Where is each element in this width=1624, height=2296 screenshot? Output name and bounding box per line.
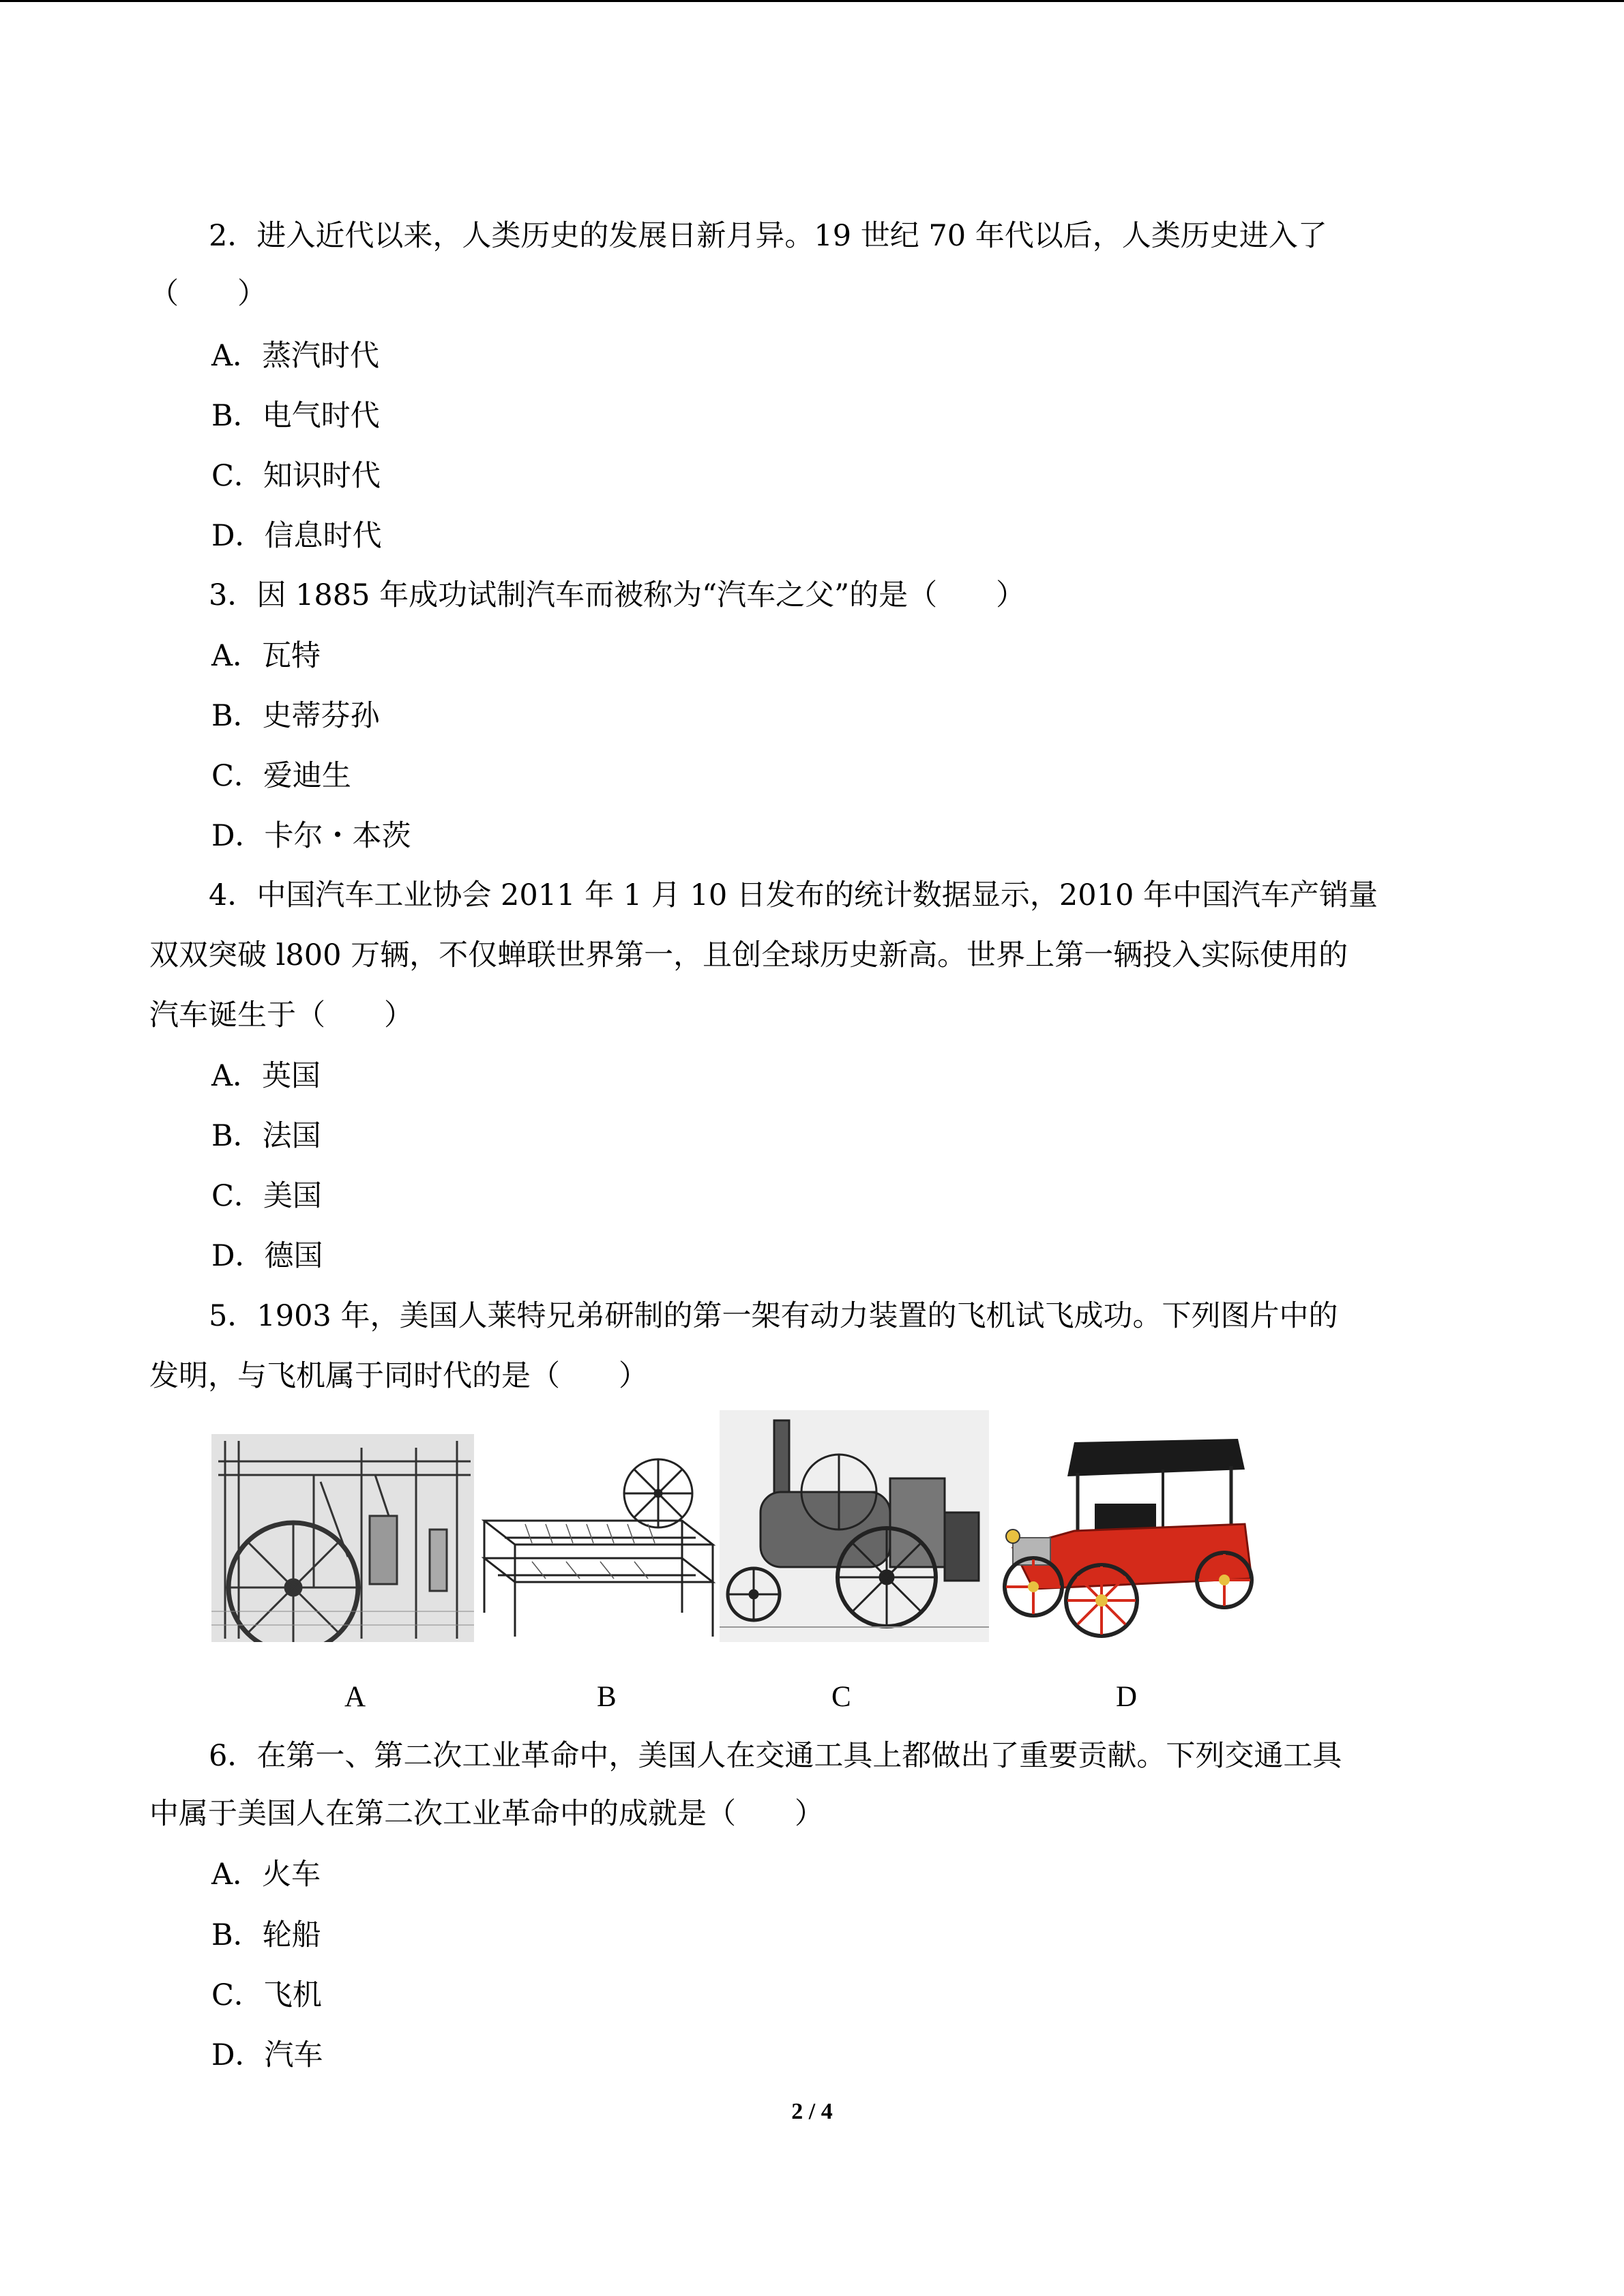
question-2-option-d[interactable]: D．信息时代 xyxy=(211,519,382,553)
question-4-stem-line-3: 汽车诞生于（ ） xyxy=(149,998,413,1032)
question-6-option-b[interactable]: B．轮船 xyxy=(211,1918,321,1952)
top-border-rule xyxy=(0,0,1624,2)
question-5-stem-line-2: 发明，与飞机属于同时代的是（ ） xyxy=(149,1359,648,1393)
question-6-stem-line-1: 6．在第一、第二次工业革命中，美国人在交通工具上都做出了重要贡献。下列交通工具 xyxy=(209,1739,1342,1773)
question-6-option-d[interactable]: D．汽车 xyxy=(211,2038,323,2072)
question-4-option-c[interactable]: C．美国 xyxy=(211,1179,322,1213)
figure-d-vintage-car[interactable] xyxy=(992,1429,1262,1643)
figure-label-b: B xyxy=(597,1681,617,1713)
question-3-option-b[interactable]: B．史蒂芬孙 xyxy=(211,699,380,733)
figure-label-d: D xyxy=(1116,1681,1138,1713)
figure-label-c: C xyxy=(831,1681,851,1713)
question-5-stem-line-1: 5．1903 年，美国人莱特兄弟研制的第一架有动力装置的飞机试飞成功。下列图片中的 xyxy=(209,1299,1338,1333)
figure-b-spinning-machine[interactable] xyxy=(477,1456,720,1639)
question-4-stem-line-2: 双双突破 l800 万辆，不仅蝉联世界第一，且创全球历史新高。世界上第一辆投入实际使用的 xyxy=(149,938,1348,972)
question-4-stem-line-1: 4．中国汽车工业协会 2011 年 1 月 10 日发布的统计数据显示，2010 年中国汽车产销量 xyxy=(209,878,1378,912)
question-2-option-b[interactable]: B．电气时代 xyxy=(211,399,380,433)
question-3-option-d[interactable]: D．卡尔・本茨 xyxy=(211,819,411,853)
figure-c-steam-traction-engine[interactable] xyxy=(720,1410,989,1642)
question-2-stem-line-1: 2．进入近代以来，人类历史的发展日新月异。19 世纪 70 年代以后，人类历史进入了 xyxy=(209,219,1327,253)
question-3-option-a[interactable]: A．瓦特 xyxy=(211,639,321,673)
steam-engine-image xyxy=(211,1434,474,1642)
question-6-option-a[interactable]: A．火车 xyxy=(211,1858,321,1892)
question-3-stem-line-1: 3．因 1885 年成功试制汽车而被称为“汽车之父”的是（ ） xyxy=(209,578,1026,612)
question-4-option-b[interactable]: B．法国 xyxy=(211,1119,321,1153)
question-6-stem-line-2: 中属于美国人在第二次工业革命中的成就是（ ） xyxy=(149,1797,824,1831)
vintage-car-image xyxy=(992,1429,1262,1643)
question-2-stem-line-2: （ ） xyxy=(149,277,267,311)
question-4-option-d[interactable]: D．德国 xyxy=(211,1239,323,1273)
question-6-option-c[interactable]: C．飞机 xyxy=(211,1978,322,2012)
steam-traction-engine-image xyxy=(720,1410,989,1642)
figure-label-a: A xyxy=(344,1681,366,1713)
question-2-option-a[interactable]: A．蒸汽时代 xyxy=(211,339,380,373)
question-4-option-a[interactable]: A．英国 xyxy=(211,1059,321,1093)
figure-a-steam-engine[interactable] xyxy=(211,1434,474,1642)
page-number: 2 / 4 xyxy=(791,2099,833,2124)
question-3-option-c[interactable]: C．爱迪生 xyxy=(211,759,351,793)
spinning-machine-image xyxy=(477,1456,720,1639)
question-2-option-c[interactable]: C．知识时代 xyxy=(211,459,381,493)
